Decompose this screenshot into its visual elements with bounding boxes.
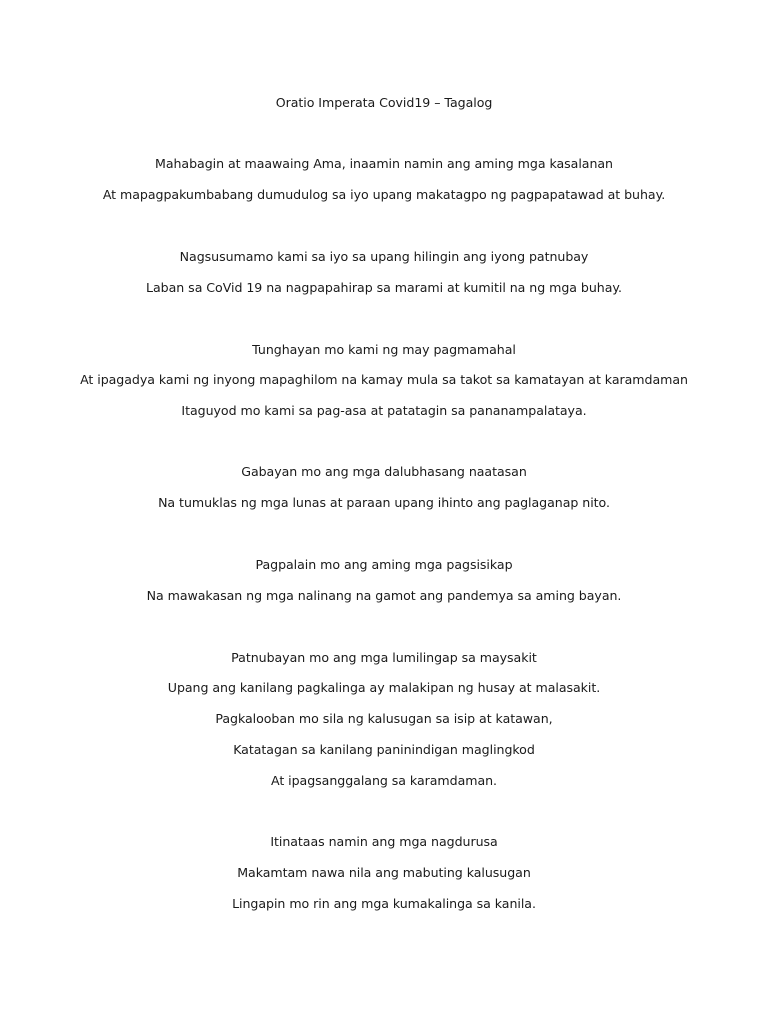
prayer-line: At mapagpakumbabang dumudulog sa iyo upang makatagpo ng pagpapatawad at buhay. (102, 187, 666, 202)
prayer-line: Na tumuklas ng mga lunas at paraan upang ihinto ang paglaganap nito. (158, 495, 610, 510)
prayer-line: Gabayan mo ang mga dalubhasang naatasan (241, 464, 527, 479)
prayer-line: Nagsusumamo kami sa iyo sa upang hilingin ang iyong patnubay (179, 249, 589, 264)
prayer-line: Katatagan sa kanilang paninindigan maglingkod (233, 742, 535, 757)
prayer-line: Itaguyod mo kami sa pag-asa at patatagin sa pananampalataya. (181, 403, 587, 418)
prayer-line: Laban sa CoVid 19 na nagpapahirap sa marami at kumitil na ng mga buhay. (146, 280, 622, 295)
prayer-line: Tunghayan mo kami ng may pagmamahal (252, 342, 516, 357)
prayer-line: Makamtam nawa nila ang mabuting kalusugan (237, 865, 531, 880)
prayer-line: Pagkalooban mo sila ng kalusugan sa isip at katawan, (215, 711, 553, 726)
prayer-line: At ipagsanggalang sa karamdaman. (270, 773, 498, 788)
prayer-line: Itinataas namin ang mga nagdurusa (270, 834, 498, 849)
document-title: Oratio Imperata Covid19 – Tagalog (275, 95, 493, 110)
prayer-line: Patnubayan mo ang mga lumilingap sa maysakit (231, 650, 537, 665)
prayer-line: At ipagadya kami ng inyong mapaghilom na kamay mula sa takot sa kamatayan at karamdaman (80, 372, 688, 387)
prayer-line: Mahabagin at maawaing Ama, inaamin namin ang aming mga kasalanan (155, 156, 613, 171)
prayer-line: Lingapin mo rin ang mga kumakalinga sa kanila. (232, 896, 536, 911)
prayer-line: Pagpalain mo ang aming mga pagsisikap (255, 557, 513, 572)
prayer-line: Na mawakasan ng mga nalinang na gamot ang pandemya sa aming bayan. (146, 588, 622, 603)
prayer-line: Upang ang kanilang pagkalinga ay malakipan ng husay at malasakit. (167, 680, 601, 695)
